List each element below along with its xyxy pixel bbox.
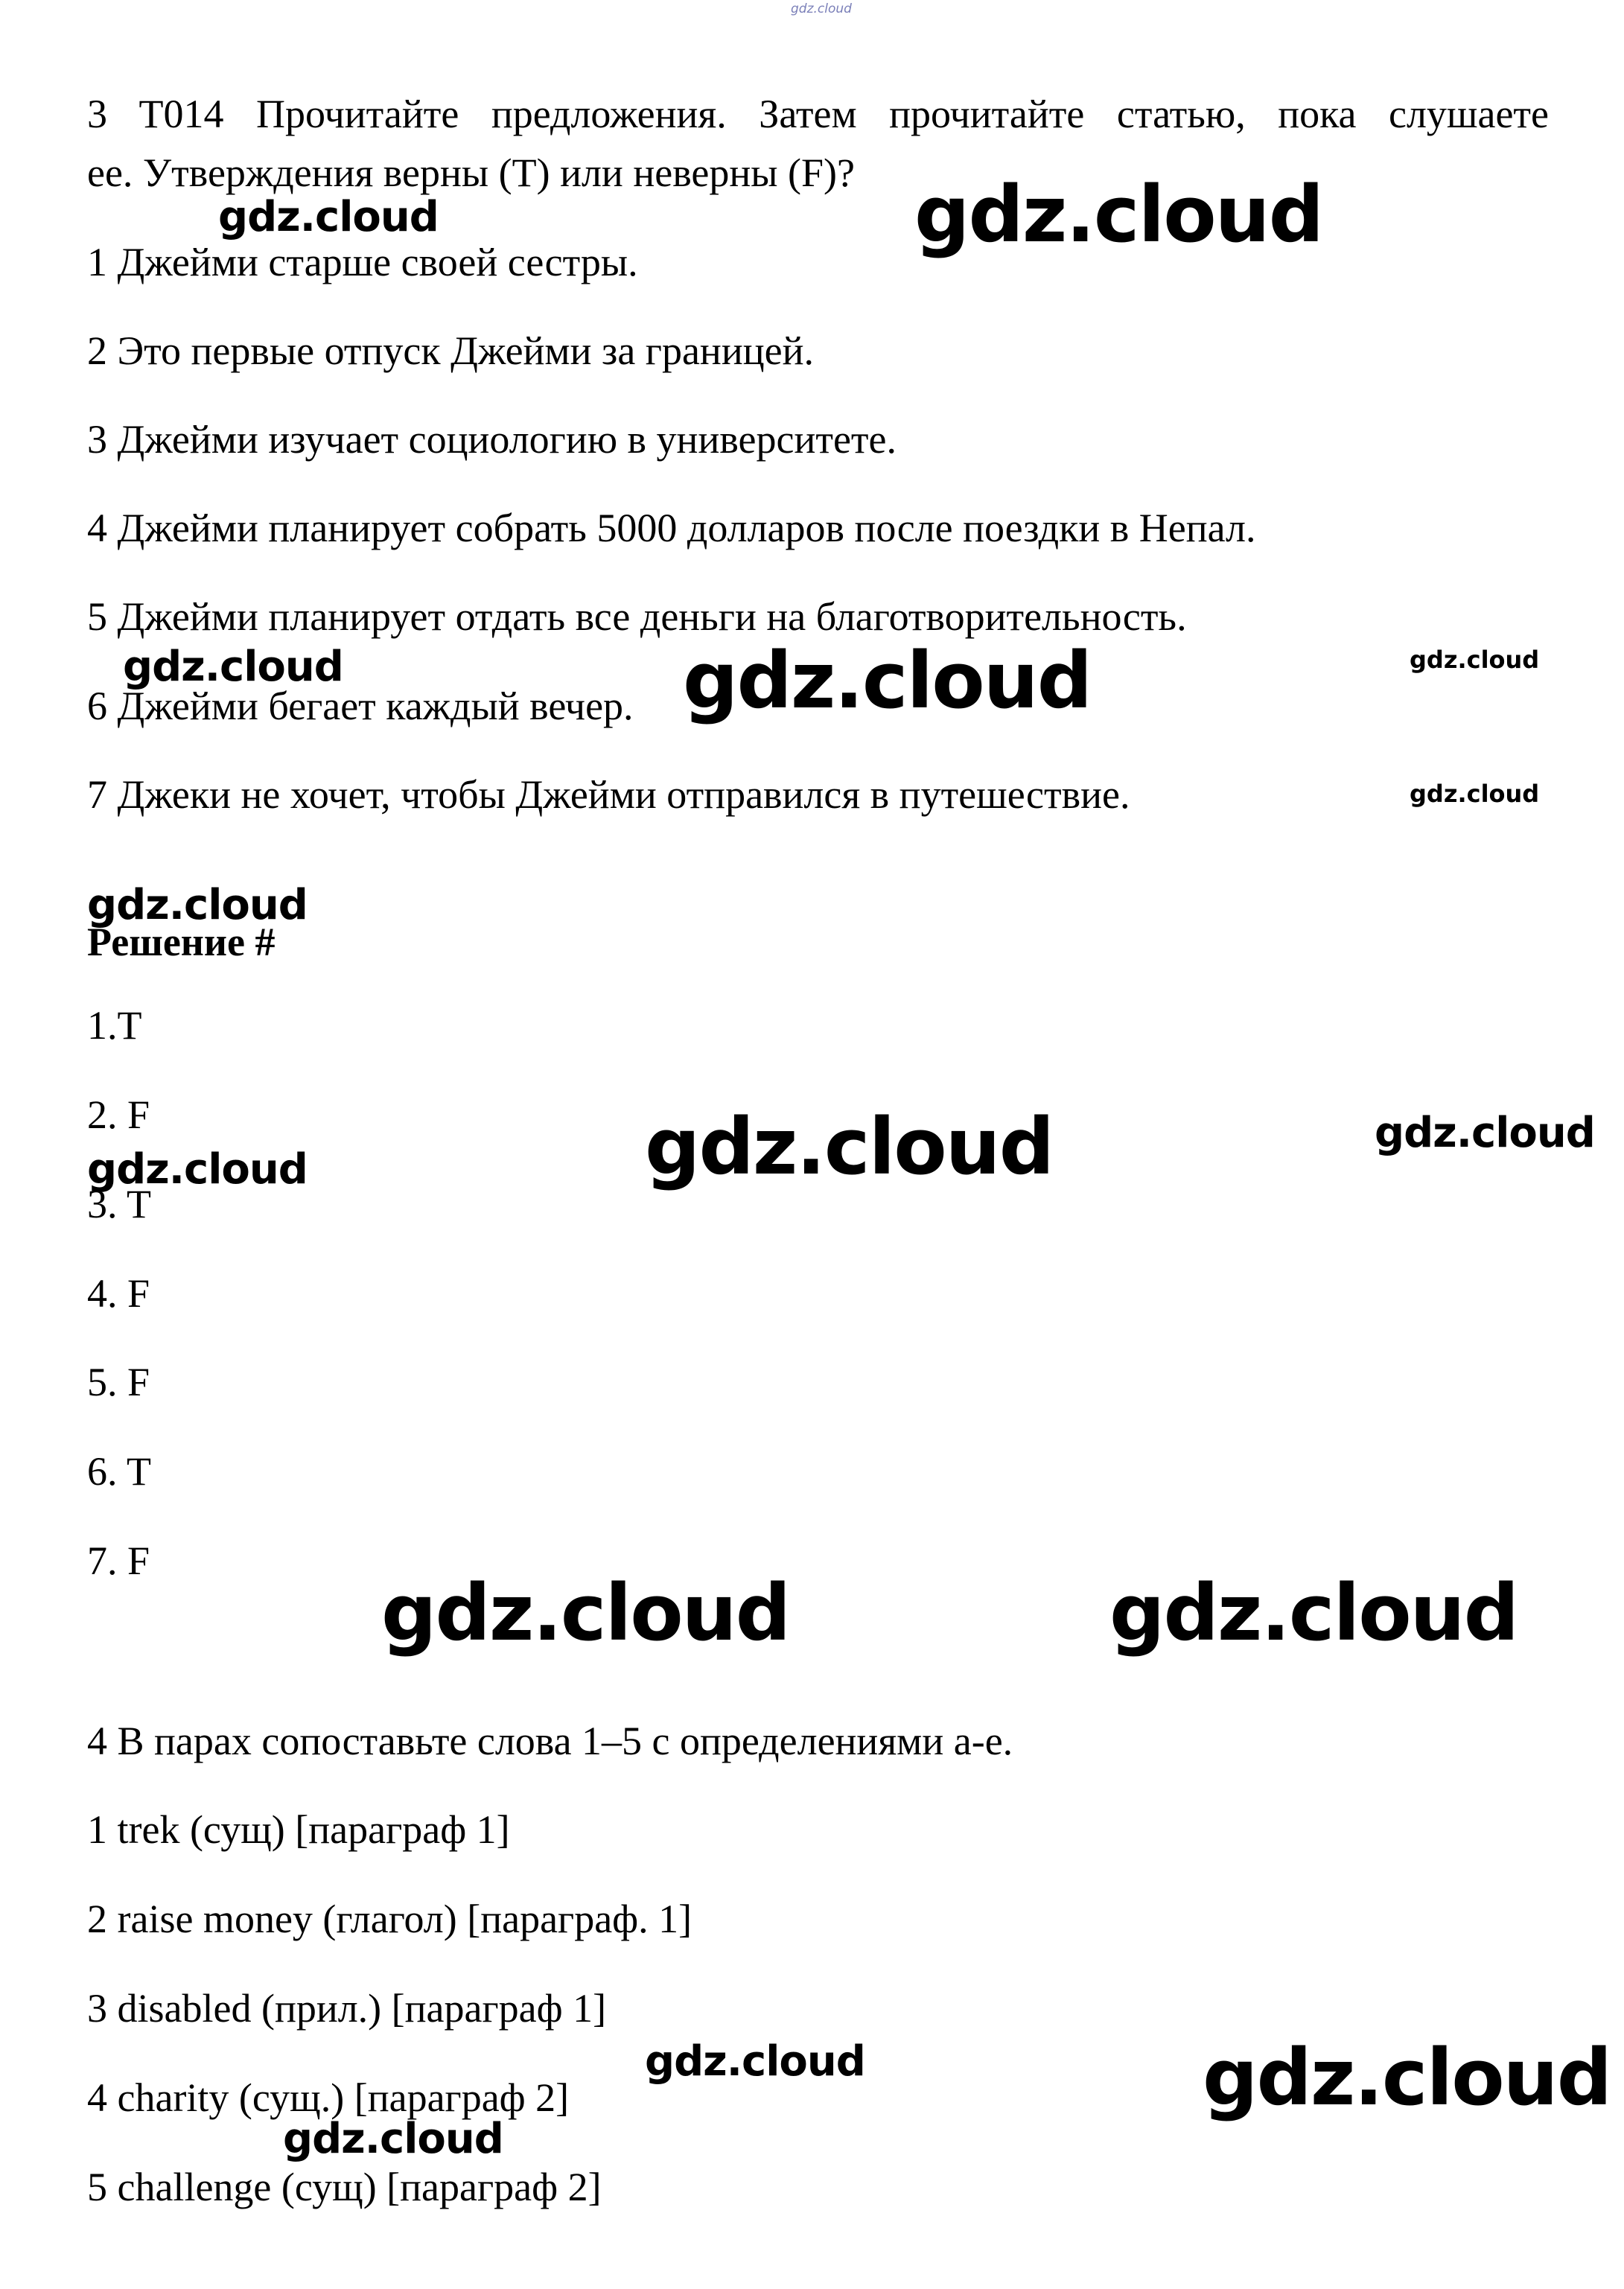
task4-item-4: 4 charity (сущ.) [параграф 2] (87, 2075, 570, 2120)
watermark: gdz.cloud (218, 193, 439, 241)
statement-7: 7 Джеки не хочет, чтобы Джейми отправился в путешествие. (87, 772, 1130, 817)
watermark: gdz.cloud (1375, 1109, 1595, 1157)
task4-prompt: 4 В парах сопоставьте слова 1–5 с определениями а-е. (87, 1719, 1013, 1763)
watermark: gdz.cloud (381, 1567, 790, 1658)
watermark: gdz.cloud (1109, 1567, 1518, 1658)
watermark: gdz.cloud (1410, 780, 1540, 808)
answer-3: 3. T (87, 1182, 152, 1226)
task4-item-5: 5 challenge (сущ) [параграф 2] (87, 2165, 602, 2209)
watermark: gdz.cloud (1203, 2032, 1611, 2123)
watermark: gdz.cloud (914, 169, 1323, 260)
statement-2: 2 Это первые отпуск Джейми за границей. (87, 328, 814, 373)
statement-3: 3 Джейми изучает социологию в университете. (87, 417, 897, 462)
watermark: gdz.cloud (1410, 646, 1540, 674)
header-watermark: gdz.cloud (791, 1, 852, 16)
answer-1: 1.T (87, 1003, 142, 1048)
watermark: gdz.cloud (645, 2037, 865, 2086)
task3-prompt-line1: 3 T014 Прочитайте предложения. Затем прочитайте статью, пока слушаете (87, 92, 1549, 136)
statement-5: 5 Джейми планирует отдать все деньги на благотворительность. (87, 594, 1187, 639)
watermark: gdz.cloud (123, 643, 343, 691)
answer-5: 5. F (87, 1360, 150, 1404)
task3-prompt-line2: ее. Утверждения верны (T) или неверны (F)? (87, 150, 855, 195)
task4-item-2: 2 raise money (глагол) [параграф. 1] (87, 1897, 692, 1941)
watermark: gdz.cloud (87, 881, 308, 929)
answer-2: 2. F (87, 1092, 150, 1137)
statement-4: 4 Джейми планирует собрать 5000 долларов после поездки в Непал. (87, 506, 1256, 550)
watermark: gdz.cloud (87, 1145, 308, 1194)
watermark: gdz.cloud (645, 1101, 1054, 1192)
statement-6: 6 Джейми бегает каждый вечер. (87, 684, 634, 728)
answer-7: 7. F (87, 1538, 150, 1583)
answer-4: 4. F (87, 1271, 150, 1316)
statement-1: 1 Джейми старше своей сестры. (87, 240, 638, 284)
watermark: gdz.cloud (283, 2115, 503, 2163)
task4-item-1: 1 trek (сущ) [параграф 1] (87, 1807, 510, 1852)
task4-item-3: 3 disabled (прил.) [параграф 1] (87, 1986, 607, 2031)
watermark: gdz.cloud (683, 635, 1092, 726)
answer-6: 6. T (87, 1449, 152, 1494)
solution-heading: Решение # (87, 920, 276, 964)
